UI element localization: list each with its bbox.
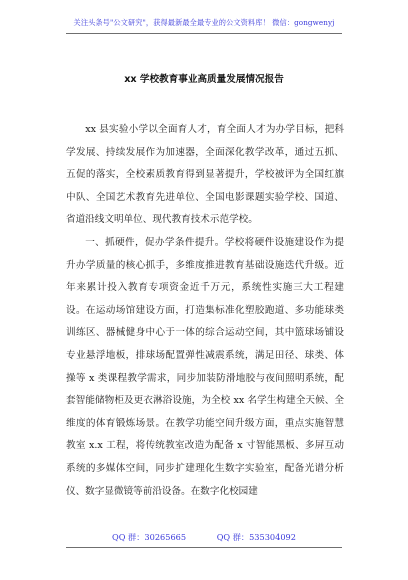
- footer-qq-group-1: QQ 群：30265665: [112, 532, 187, 542]
- footer-divider: [66, 547, 342, 548]
- document-body: [66, 119, 344, 503]
- footer-qq-group-2: QQ 群：535304092: [216, 532, 296, 542]
- header-divider: [66, 33, 342, 34]
- header-banner: 关注头条号"公文研究"，获得最新最全最专业的公文资料库！ 微信：gongwenyj: [73, 18, 335, 27]
- body-paragraph-hardware: 一、抓硬件，促办学条件提升。学校将硬件设施建设作为提升办学质量的核心抓手，多维度推进教育基础设施迭代升级。近年来累计投入教育专项资金近千万元，系统性实施三大工程建设。在运动场馆建设方面，打造集标准化塑胶跑道、多功能球类训练区、器械健身中心于一体的综合运动空间，其中篮球场铺设专业悬浮地板，排球场配置弹性减震系统，满足田径、球类、体操等 x 类课程教学需求，同步加装防滑地胶与夜间照明系统，配套智能储物柜及更衣淋浴设施，为全校 xx 名学生构建全天候、全维度的体育锻炼场景。在教学功能空间升级方面，重点实施智慧教室 x.x 工程，将传统教室改造为配备 x 寸智能黑板、多屏互动系统的多媒体空间，同步扩建理化生数字实验室，配备光谱分析仪、数字显微镜等前沿设备。在数字化校园建: [66, 236, 344, 497]
- document-title: xx 学校教育事业高质量发展情况报告: [124, 74, 284, 85]
- footer-contact: [0, 532, 408, 543]
- body-paragraph-intro: xx 县实验小学以全面育人才，育全面人才为办学目标，把科学发展、持续发展作为加速器，全面深化教学改革，通过五抓、五促的落实，全校素质教育得到显著提升，学校被评为全国红旗中队、全国艺术教育先进单位、全国电影课题实验学校、国道、省道沿线文明单位、现代教育技术示范学校。: [66, 124, 344, 226]
